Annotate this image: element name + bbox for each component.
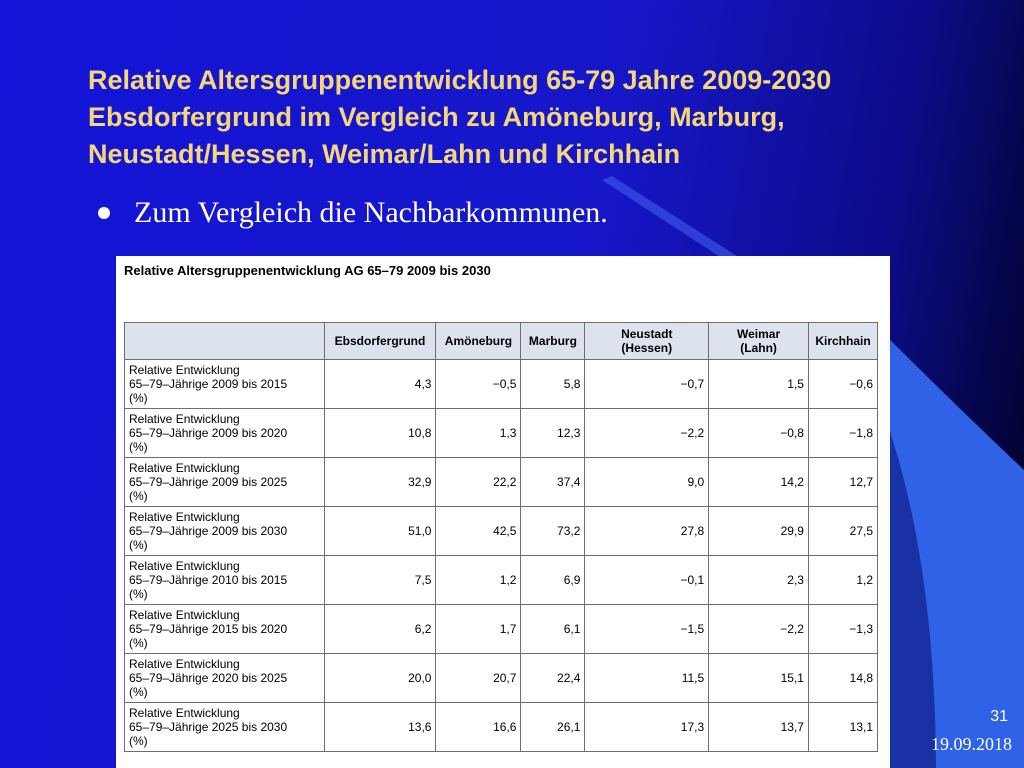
table-cell: −0,1 xyxy=(585,556,709,605)
table-cell: 13,6 xyxy=(324,703,436,752)
row-label: Relative Entwicklung 65–79–Jährige 2009 bis 2015 (%) xyxy=(125,360,325,409)
table-cell: 5,8 xyxy=(521,360,585,409)
table-cell: 1,3 xyxy=(436,409,521,458)
table-cell: −0,8 xyxy=(709,409,809,458)
bullet-text: Zum Vergleich die Nachbarkommunen. xyxy=(134,196,608,229)
table-cell: 27,5 xyxy=(808,507,877,556)
table-cell: 26,1 xyxy=(521,703,585,752)
page-number: 31 xyxy=(990,708,1008,725)
table-cell: 22,2 xyxy=(436,458,521,507)
data-table xyxy=(124,322,878,752)
table-image xyxy=(116,256,890,768)
table-header-row xyxy=(125,323,878,360)
bullet-dot-icon xyxy=(98,207,110,219)
table-cell: 9,0 xyxy=(585,458,709,507)
column-header-weimar: Weimar (Lahn) xyxy=(709,323,809,360)
table-cell: 20,7 xyxy=(436,654,521,703)
table-cell: −0,5 xyxy=(436,360,521,409)
table-title: Relative Altersgruppenentwicklung AG 65–79 2009 bis 2030 xyxy=(124,263,491,278)
table-cell: 13,1 xyxy=(808,703,877,752)
table-cell: 17,3 xyxy=(585,703,709,752)
slide-title: Relative Altersgruppenentwicklung 65-79 Jahre 2009-2030 Ebsdorfergrund im Vergleich zu Amöneburg, Marburg, Neustadt/Hessen, Weimar/Lahn und Kirchhain xyxy=(88,65,832,169)
table-cell: 14,8 xyxy=(808,654,877,703)
table-cell: 14,2 xyxy=(709,458,809,507)
table-row xyxy=(125,409,878,458)
table-cell: −2,2 xyxy=(709,605,809,654)
table-cell: 29,9 xyxy=(709,507,809,556)
table-cell: 20,0 xyxy=(324,654,436,703)
slide-date: 19.09.2018 xyxy=(931,734,1012,754)
row-label: Relative Entwicklung 65–79–Jährige 2025 bis 2030 (%) xyxy=(125,703,325,752)
column-header-kirchhain: Kirchhain xyxy=(808,323,877,360)
table-row xyxy=(125,654,878,703)
bullet-item xyxy=(98,196,608,230)
table-cell: −0,7 xyxy=(585,360,709,409)
table-cell: 51,0 xyxy=(324,507,436,556)
row-label: Relative Entwicklung 65–79–Jährige 2020 bis 2025 (%) xyxy=(125,654,325,703)
row-label: Relative Entwicklung 65–79–Jährige 2015 bis 2020 (%) xyxy=(125,605,325,654)
table-cell: 22,4 xyxy=(521,654,585,703)
table-cell: 42,5 xyxy=(436,507,521,556)
decorative-streak xyxy=(602,176,740,262)
table-cell: 6,9 xyxy=(521,556,585,605)
row-label: Relative Entwicklung 65–79–Jährige 2009 bis 2030 (%) xyxy=(125,507,325,556)
table-cell: 12,3 xyxy=(521,409,585,458)
column-header-amoeneburg: Amöneburg xyxy=(436,323,521,360)
row-label: Relative Entwicklung 65–79–Jährige 2009 bis 2025 (%) xyxy=(125,458,325,507)
table-cell: 27,8 xyxy=(585,507,709,556)
table-row xyxy=(125,605,878,654)
table-cell: 11,5 xyxy=(585,654,709,703)
table-cell: 73,2 xyxy=(521,507,585,556)
table-cell: −0,6 xyxy=(808,360,877,409)
column-header-ebsdorfergrund: Ebsdorfergrund xyxy=(324,323,436,360)
table-cell: 16,6 xyxy=(436,703,521,752)
table-row xyxy=(125,556,878,605)
table-cell: 15,1 xyxy=(709,654,809,703)
table-cell: 1,2 xyxy=(436,556,521,605)
table-cell: 1,7 xyxy=(436,605,521,654)
table-cell: 32,9 xyxy=(324,458,436,507)
table-cell: 6,1 xyxy=(521,605,585,654)
table-cell: −1,8 xyxy=(808,409,877,458)
table-cell: 7,5 xyxy=(324,556,436,605)
table-cell: −1,3 xyxy=(808,605,877,654)
table-row xyxy=(125,458,878,507)
row-label: Relative Entwicklung 65–79–Jährige 2010 bis 2015 (%) xyxy=(125,556,325,605)
table-cell: 12,7 xyxy=(808,458,877,507)
table-cell: 2,3 xyxy=(709,556,809,605)
table-cell: 13,7 xyxy=(709,703,809,752)
column-header xyxy=(125,323,325,360)
table-cell: 4,3 xyxy=(324,360,436,409)
table-row xyxy=(125,507,878,556)
table-row xyxy=(125,360,878,409)
column-header-neustadt: Neustadt (Hessen) xyxy=(585,323,709,360)
table-cell: 1,2 xyxy=(808,556,877,605)
table-cell: 6,2 xyxy=(324,605,436,654)
table-cell: −1,5 xyxy=(585,605,709,654)
table-cell: −2,2 xyxy=(585,409,709,458)
row-label: Relative Entwicklung 65–79–Jährige 2009 bis 2020 (%) xyxy=(125,409,325,458)
table-row xyxy=(125,703,878,752)
column-header-marburg: Marburg xyxy=(521,323,585,360)
table-cell: 10,8 xyxy=(324,409,436,458)
table-cell: 1,5 xyxy=(709,360,809,409)
table-cell: 37,4 xyxy=(521,458,585,507)
